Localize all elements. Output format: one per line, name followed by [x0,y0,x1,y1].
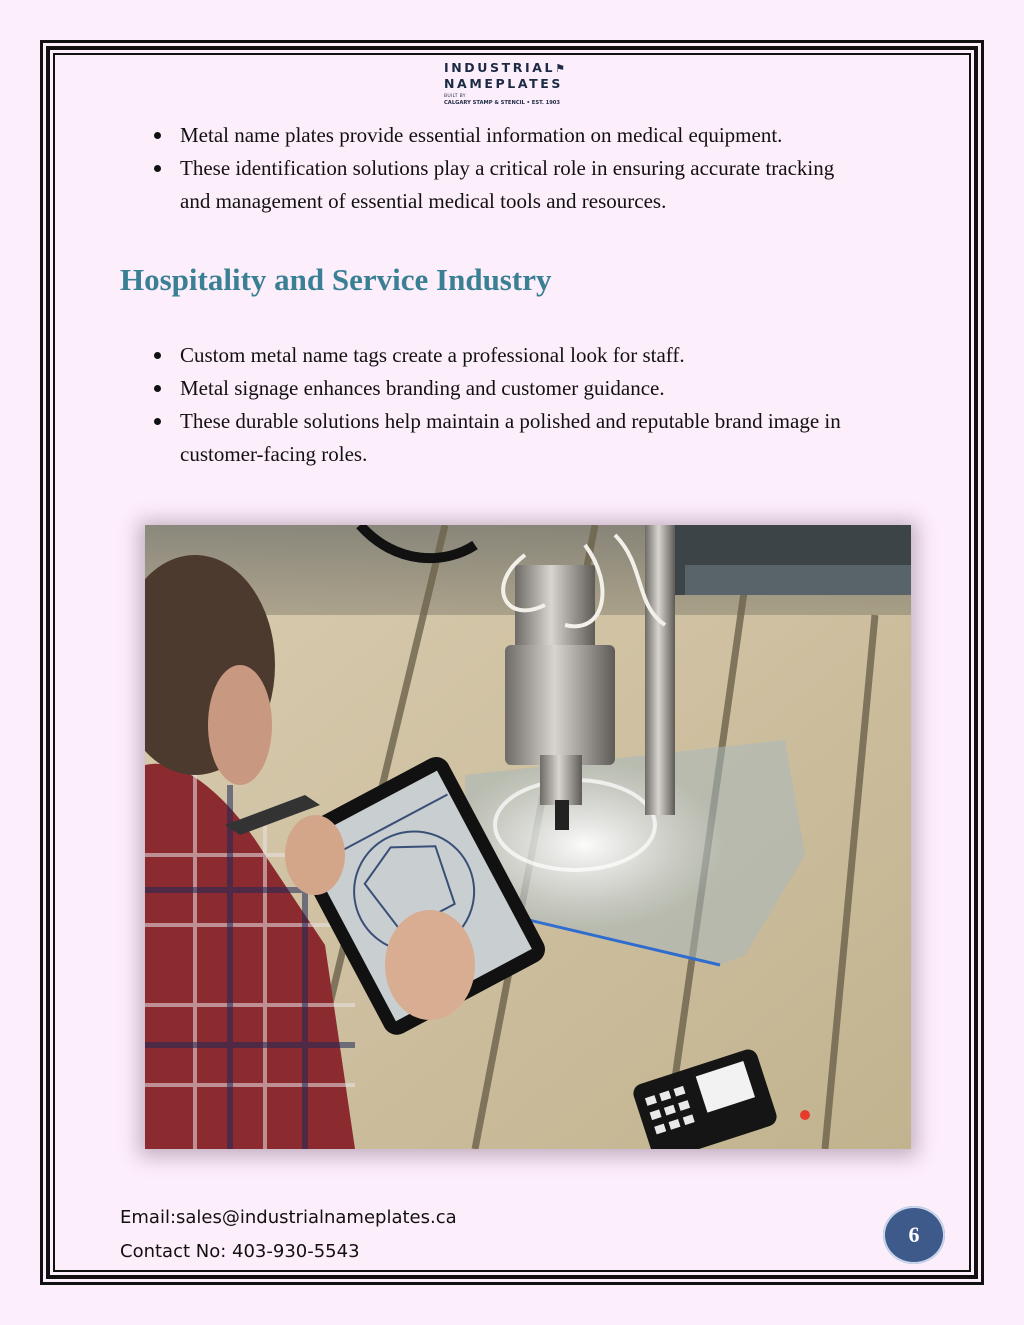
company-logo [444,60,584,112]
list-item: Metal name plates provide essential information on medical equipment. [180,119,920,152]
maple-leaf-icon: ⚑ [555,62,565,75]
logo-line-4: CALGARY STAMP & STENCIL • EST. 1903 [444,100,561,106]
footer-email[interactable]: Email:sales@industrialnameplates.ca [120,1207,457,1228]
page-number-badge: 6 [883,1206,945,1264]
list-item: These durable solutions help maintain a polished and reputable brand image in customer-facing roles. [180,405,900,471]
logo-line-2: NAMEPLATES [444,76,564,91]
footer-contact-number: Contact No: 403-930-5543 [120,1241,360,1262]
hospitality-bullet-list [180,339,920,471]
medical-bullet-list [180,119,920,218]
list-item: Metal signage enhances branding and customer guidance. [180,372,920,405]
list-item: Custom metal name tags create a professional look for staff. [180,339,920,372]
cnc-machine-photo [145,525,911,1149]
section-heading: Hospitality and Service Industry [120,262,552,297]
logo-line-3: BUILT BY [444,94,466,99]
list-item: These identification solutions play a critical role in ensuring accurate tracking and management of essential medical tools and resources. [180,152,840,218]
logo-line-1: INDUSTRIAL [444,60,556,75]
